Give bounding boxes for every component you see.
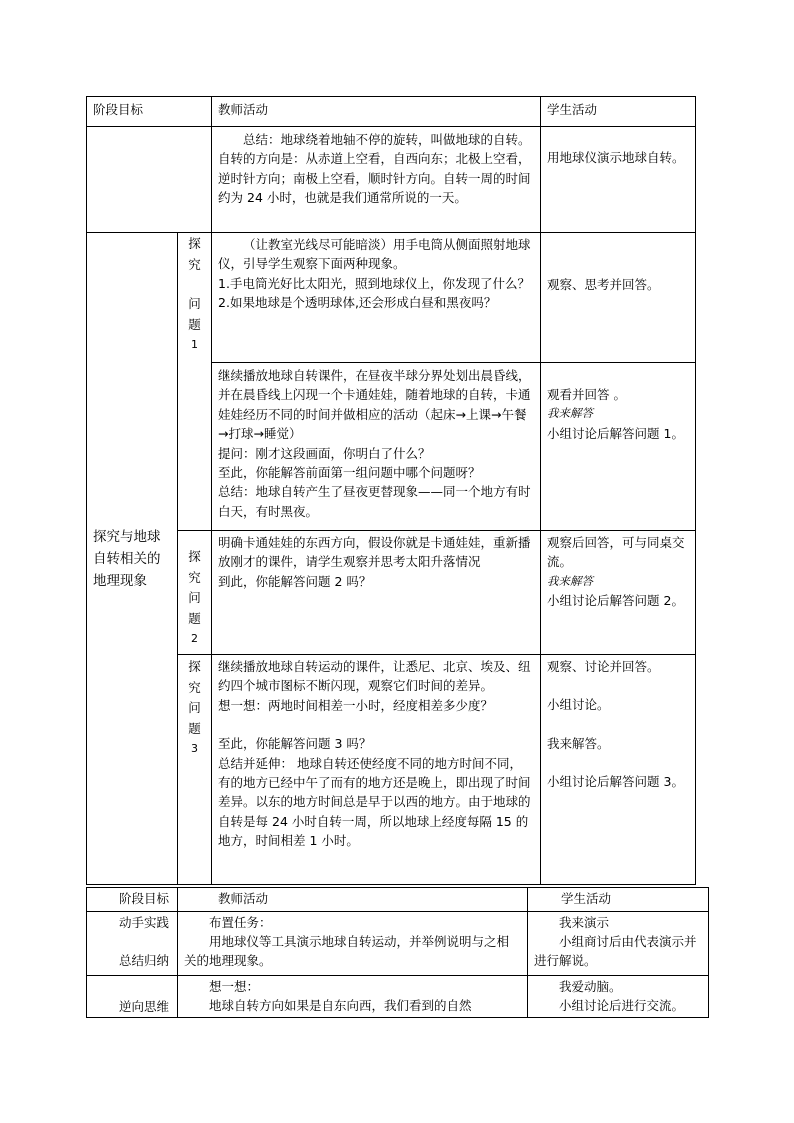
- q1-teacher-cell-b: [212, 363, 541, 531]
- q3-label-char: 探: [188, 659, 201, 674]
- lesson-table-main: [86, 96, 696, 885]
- t2-teacher-line: 用地球仪等工具演示地球自转运动，并举例说明与之相关的地理现象。: [184, 934, 510, 968]
- q3-label-cell: [178, 655, 212, 885]
- table2-row-reverse: [87, 976, 709, 1018]
- t2-teacher-cell-2: [178, 976, 528, 1018]
- t2-stage-cell-2: 逆向思维: [87, 976, 178, 1018]
- q3-student-line: 小组讨论后解答问题 3。: [547, 774, 684, 790]
- t2-header-teacher: 教师活动: [178, 888, 528, 912]
- t2-student-line: 小组商讨后由代表演示并进行解说。: [534, 934, 697, 968]
- t2-teacher-line: 布置任务：: [209, 915, 272, 930]
- q3-teacher-cell: [212, 655, 541, 885]
- t2-header-student: 学生活动: [528, 888, 709, 912]
- intro-teacher-cell: 总结：地球绕着地轴不停的旋转，叫做地球的自转。自转的方向是：从赤道上空看，自西向东；北极上空看，逆时针方向；南极上空看，顺时针方向。自转一周的时间约为 24 小时，也就是我们通常所说的一天。: [212, 127, 541, 233]
- q1-teacher-line: 2.如果地球是个透明球体,还会形成白昼和黑夜吗？: [218, 295, 497, 311]
- t2-student-cell-2: [528, 976, 709, 1018]
- t2-header-stage: 阶段目标: [87, 888, 178, 912]
- t2-stage-line: 动手实践: [119, 915, 170, 930]
- table-row-q1a: [87, 233, 696, 363]
- t2-stage-line: 总结归纳: [119, 953, 170, 968]
- q3-teacher-line: 想一想：两地时间相差一小时，经度相差多少度？: [218, 697, 494, 713]
- t2-student-cell-1: [528, 912, 709, 976]
- q3-student-line: 小组讨论。: [547, 697, 610, 713]
- q2-teacher-cell: [212, 531, 541, 655]
- lesson-table-secondary: [86, 887, 709, 1018]
- q1-label-char: 问: [188, 296, 201, 311]
- q2-label-char: 2: [191, 632, 198, 645]
- q2-teacher-line: 明确卡通娃娃的东西方向，假设你就是卡通娃娃，重新播放刚才的课件，请学生观察并思考太阳升落情况: [218, 535, 531, 570]
- table-row-intro: [87, 127, 696, 233]
- q2-student-line: 观察后回答，可与同桌交流。: [547, 535, 685, 570]
- q2-label-char: 究: [188, 569, 201, 585]
- q2-student-line: 小组讨论后解答问题 2。: [547, 593, 684, 609]
- q3-student-line: 观察、讨论并回答。: [547, 659, 660, 674]
- q1b-teacher-line: 继续播放地球自转课件，在昼夜半球分界处划出晨昏线，并在晨昏线上闪现一个卡通娃娃，随着地球的自转，卡通娃娃经历不同的时间并做相应的活动（起床→上课→午餐→打球→睡觉）: [218, 368, 531, 442]
- q2-student-line: 我来解答: [547, 573, 594, 588]
- q3-student-gap: [547, 676, 689, 695]
- q1b-student-line: 观看并回答 。: [547, 387, 626, 402]
- q3-student-cell: [541, 655, 696, 885]
- q1-student-cell-a: 观察、思考并回答。: [541, 233, 696, 363]
- q2-label-char: 探: [188, 549, 201, 564]
- t2-stage-gap: [119, 932, 171, 951]
- q3-teacher-line: 至此，你能解答问题 3 吗？: [218, 736, 372, 752]
- header-stage: 阶段目标: [87, 97, 212, 127]
- t2-teacher-cell-1: [178, 912, 528, 976]
- stage-label-cell: 探究与地球自转相关的地理现象: [87, 233, 178, 885]
- t2-stage-cell-1: [87, 912, 178, 976]
- empty-stage-cell: [87, 127, 212, 233]
- q3-teacher-line: 继续播放地球自转运动的课件，让悉尼、北京、埃及、纽约四个城市图标不断闪现，观察它们时间的差异。: [218, 659, 531, 694]
- q1-student-cell-b: [541, 363, 696, 531]
- q1b-student-line: 小组讨论后解答问题 1。: [547, 425, 684, 441]
- q1-teacher-cell-a: [212, 233, 541, 363]
- q3-label-char: 究: [188, 679, 201, 695]
- q2-label-char: 问: [188, 590, 201, 605]
- q1-label-char: 1: [191, 338, 198, 351]
- q1-label-gap: [184, 275, 205, 294]
- q1b-teacher-line: 提问：刚才这段画面，你明白了什么？: [218, 445, 431, 461]
- t2-teacher-line: 地球自转方向如果是自东向西，我们看到的自然: [209, 998, 472, 1013]
- header-student: 学生活动: [541, 97, 696, 127]
- q1b-teacher-line: 总结：地球自转产生了昼夜更替现象——同一个地方有时白天，有时黑夜。: [218, 484, 531, 519]
- q3-teacher-gap: [218, 715, 534, 734]
- q1b-student-line: 我来解答: [547, 406, 594, 421]
- q3-student-gap: [547, 753, 689, 772]
- q3-label-char: 3: [191, 742, 198, 755]
- t2-student-line: 我来演示: [559, 915, 610, 930]
- intro-student-cell: 用地球仪演示地球自转。: [541, 127, 696, 233]
- q1-label-char: 探: [188, 236, 201, 251]
- q3-label-char: 问: [188, 700, 201, 715]
- q1b-teacher-line: 至此，你能解答前面第一组问题中哪个问题呀？: [218, 465, 481, 481]
- q3-student-gap: [547, 715, 689, 734]
- q2-student-cell: [541, 531, 696, 655]
- table2-header-row: [87, 888, 709, 912]
- q1-teacher-line: （让教室光线尽可能暗淡）用手电筒从侧面照射地球仪，引导学生观察下面两种现象。: [218, 237, 531, 272]
- t2-student-line: 小组讨论后进行交流。: [559, 998, 685, 1013]
- q3-student-line: 我来解答。: [547, 735, 610, 751]
- table-row-q3: [87, 655, 696, 885]
- q2-label-char: 题: [188, 610, 201, 626]
- q2-label-cell: [178, 531, 212, 655]
- table-header-row: [87, 97, 696, 127]
- q2-teacher-line: 到此，你能解答问题 2 吗？: [218, 573, 372, 589]
- q1-label-char: 题: [188, 316, 201, 332]
- q3-label-char: 题: [188, 720, 201, 736]
- q1-teacher-line: 1.手电筒光好比太阳光，照到地球仪上，你发现了什么？: [218, 275, 530, 291]
- t2-student-line: 我爱动脑。: [559, 979, 622, 994]
- table-row-q2: [87, 531, 696, 655]
- t2-teacher-line: 想一想：: [209, 979, 260, 994]
- table2-row-practice: [87, 912, 709, 976]
- q1-label-char: 究: [188, 256, 201, 272]
- q1-label-cell: [178, 233, 212, 531]
- q3-teacher-line: 总结并延伸： 地球自转还使经度不同的地方时间不同，有的地方已经中午了而有的地方还是晚上，即出现了时间差异。以东的地方时间总是早于以西的地方。由于地球的自转是每 24 小时自转一周，所以地球上经度每隔 15 的地方，时间相差 1 小时。: [218, 755, 531, 849]
- header-teacher: 教师活动: [212, 97, 541, 127]
